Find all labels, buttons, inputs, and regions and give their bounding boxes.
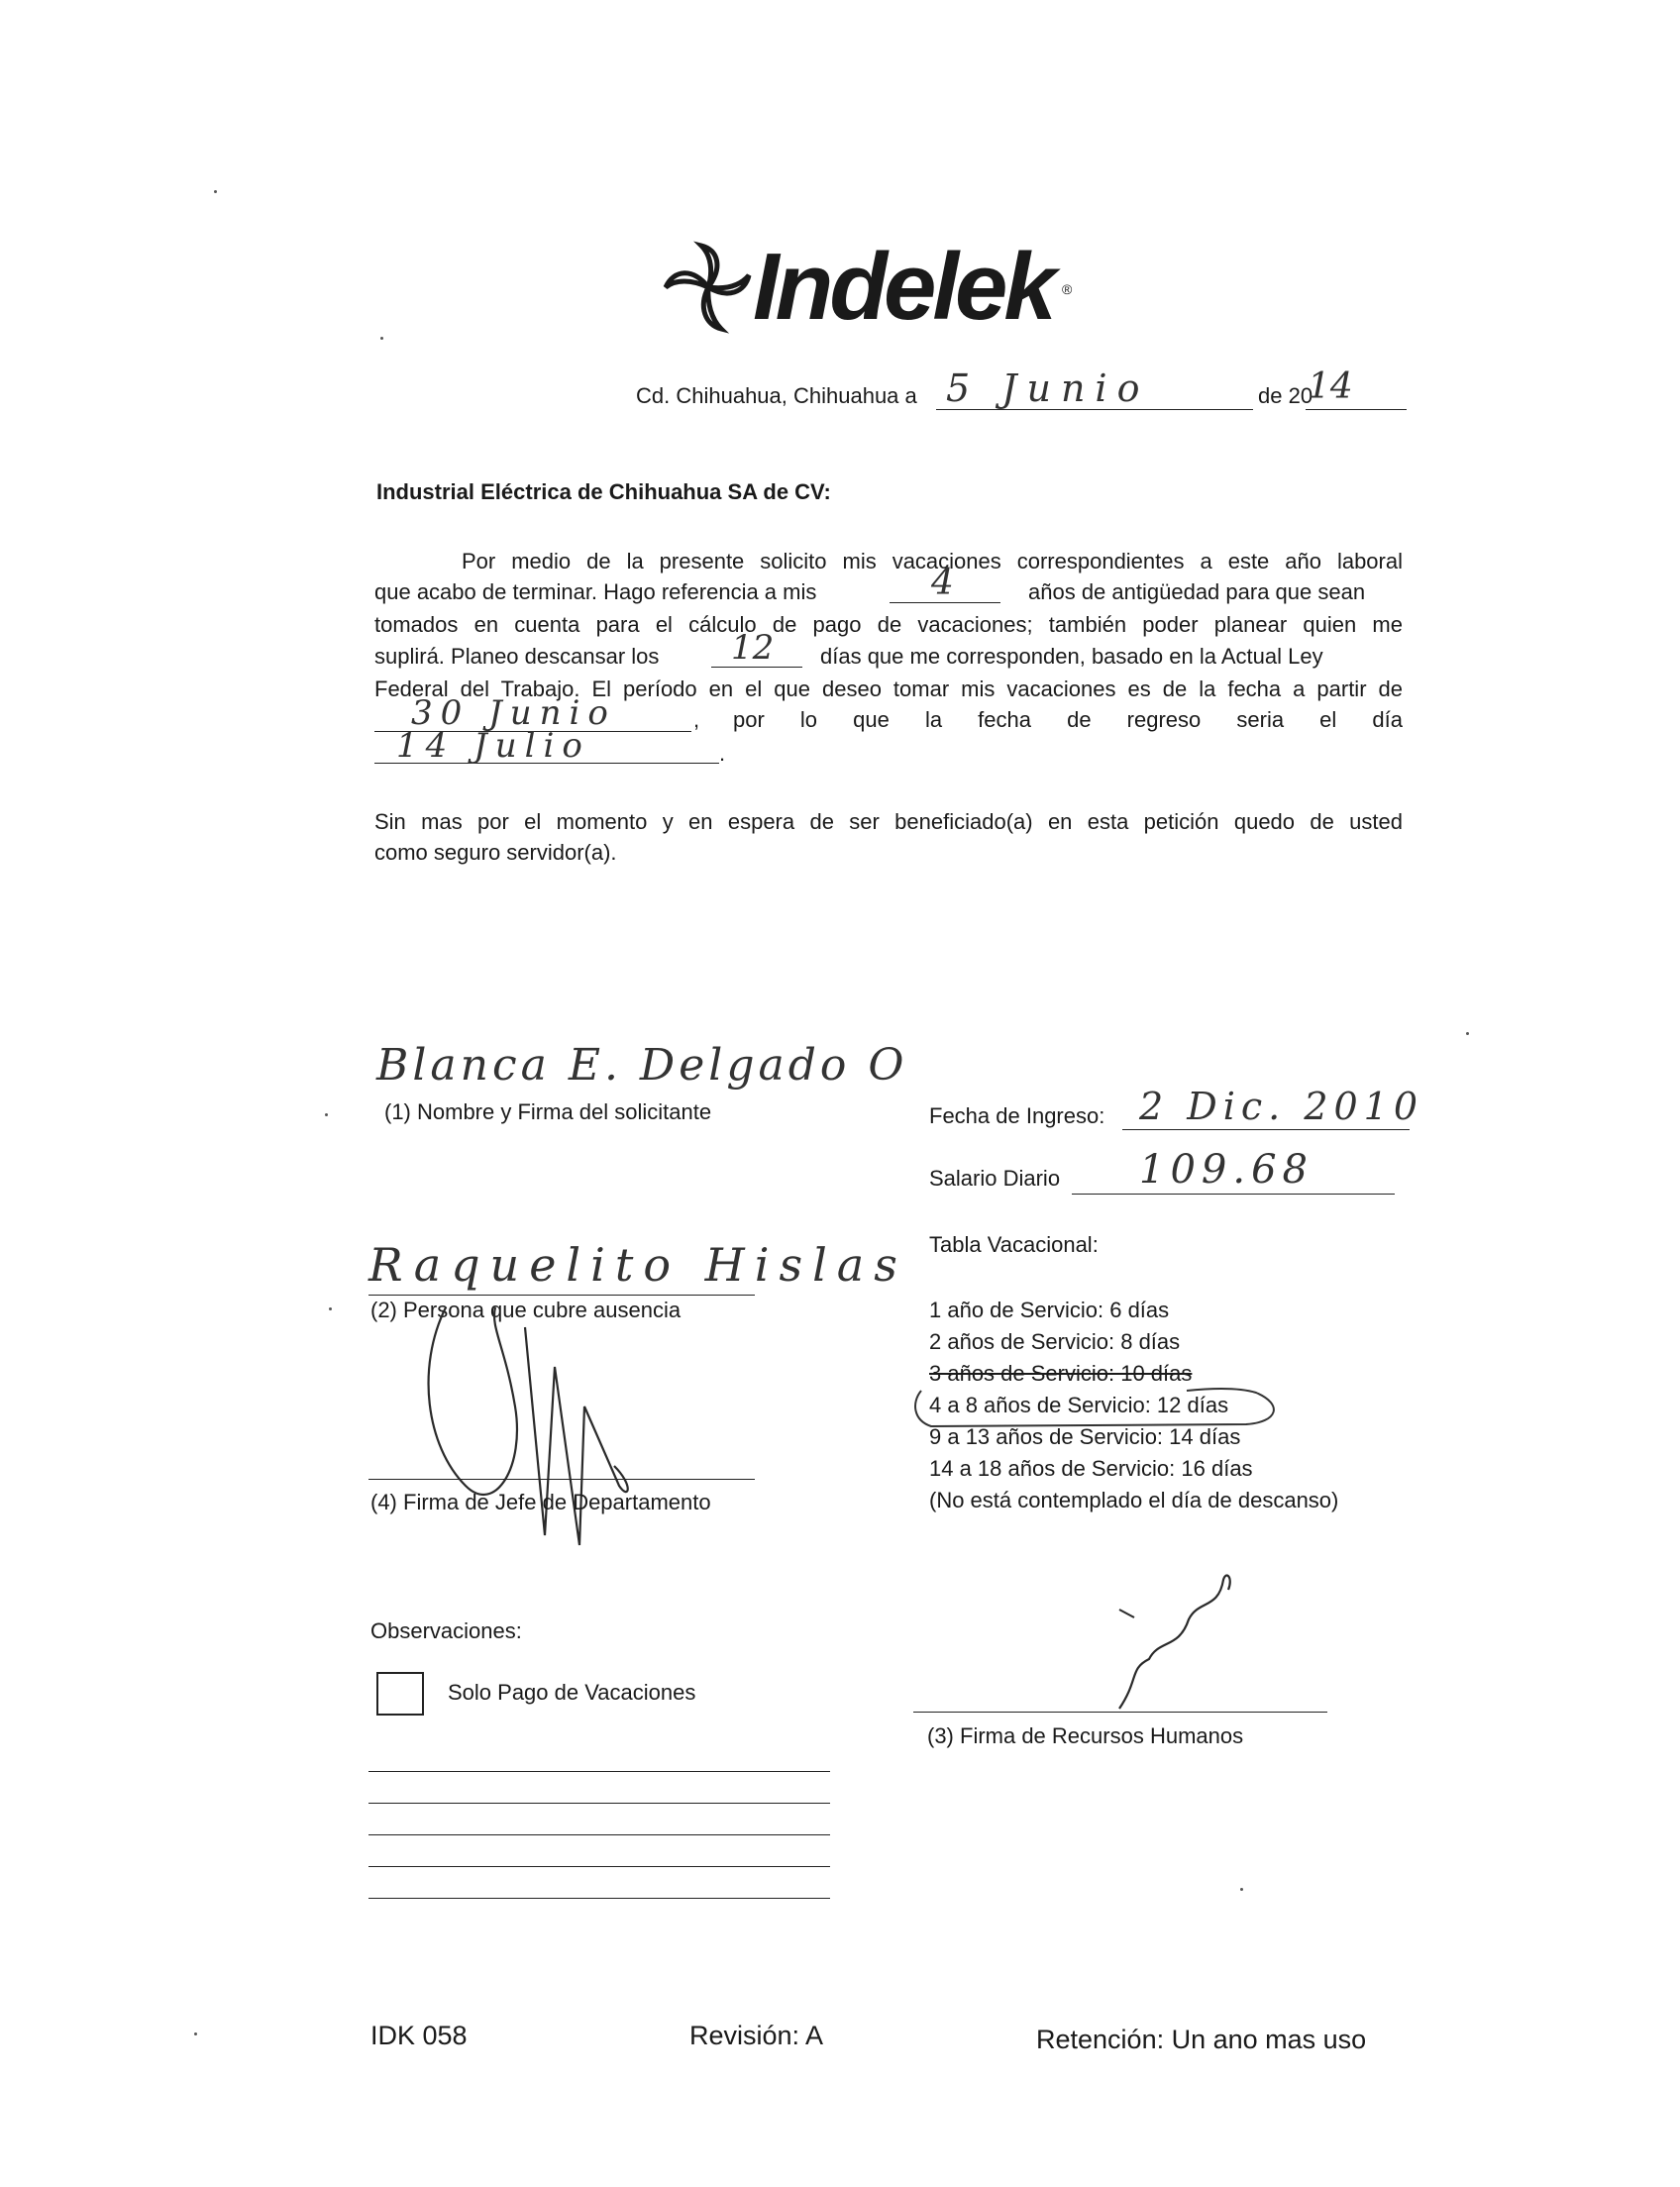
tabla-row: 9 a 13 años de Servicio: 14 días	[929, 1424, 1241, 1449]
scan-speck	[329, 1307, 332, 1310]
date-handwritten: 5 Junio	[946, 366, 1150, 410]
tabla-title: Tabla Vacacional:	[929, 1232, 1099, 1257]
observaciones-line-2[interactable]	[368, 1803, 830, 1804]
scan-speck	[214, 190, 217, 193]
recipient: Industrial Eléctrica de Chihuahua SA de CV:	[376, 479, 831, 504]
dept-signature-scribble	[406, 1288, 664, 1585]
ingreso-underline	[1122, 1129, 1410, 1130]
observaciones-line-3[interactable]	[368, 1834, 830, 1835]
body-line-3: tomados en cuenta para el cálculo de pago de vacaciones; también poder planear quien me	[374, 612, 1403, 637]
period: .	[719, 741, 726, 766]
year-prefix: de 20	[1258, 383, 1313, 408]
body-line-2b: años de antigüedad para que sean	[1028, 579, 1366, 604]
cover-signature: Raquelito Hislas	[368, 1238, 907, 1292]
body-line-6: por lo que la fecha de regreso seria el día	[733, 707, 1403, 732]
return-date-handwritten: 14 Julio	[396, 726, 590, 766]
tabla-row-struck: 3 años de Servicio: 10 días	[929, 1361, 1193, 1386]
body-line-4a: suplirá. Planeo descansar los	[374, 644, 660, 669]
scan-speck	[194, 2032, 197, 2035]
year-underline	[1306, 409, 1407, 410]
start-date-handwritten: 30 Junio	[411, 693, 616, 733]
dept-label: (4) Firma de Jefe de Departamento	[370, 1490, 711, 1514]
scan-speck	[325, 1113, 328, 1116]
ingreso-handwritten: 2 Dic. 2010	[1139, 1085, 1424, 1128]
year-handwritten: 14	[1308, 366, 1353, 407]
dept-underline	[368, 1479, 755, 1480]
closing-line-2: como seguro servidor(a).	[374, 840, 617, 865]
scan-speck	[1240, 1888, 1243, 1891]
days-handwritten: 12	[731, 628, 775, 668]
body-line-2a: que acabo de terminar. Hago referencia a mis	[374, 579, 817, 604]
salario-label: Salario Diario	[929, 1166, 1061, 1191]
footer-retention: Retención: Un ano mas uso	[1036, 2025, 1367, 2054]
comma: ,	[693, 707, 700, 732]
scan-speck	[1466, 1032, 1469, 1035]
solo-pago-label: Solo Pago de Vacaciones	[448, 1680, 696, 1705]
place-prefix: Cd. Chihuahua, Chihuahua a	[636, 383, 917, 408]
closing-line-1: Sin mas por el momento y en espera de ser beneficiado(a) en esta petición quedo de usted	[374, 809, 1403, 834]
hr-label: (3) Firma de Recursos Humanos	[927, 1723, 1244, 1748]
cover-label: (2) Persona que cubre ausencia	[370, 1298, 682, 1322]
registered-mark: ®	[1062, 281, 1073, 297]
tabla-note: (No está contemplado el día de descanso)	[929, 1488, 1339, 1512]
pinwheel-logo-icon	[654, 238, 763, 337]
hr-signature-scribble	[1100, 1560, 1248, 1728]
body-line-4b: días que me corresponden, basado en la Actual Ley	[820, 644, 1323, 669]
applicant-signature: Blanca E. Delgado O	[376, 1040, 908, 1091]
salario-underline	[1072, 1194, 1395, 1195]
footer-code: IDK 058	[370, 2021, 468, 2050]
hr-underline	[913, 1712, 1327, 1713]
tabla-row: 14 a 18 años de Servicio: 16 días	[929, 1456, 1253, 1481]
observaciones-label: Observaciones:	[370, 1618, 522, 1643]
observaciones-line-1[interactable]	[368, 1771, 830, 1772]
solo-pago-checkbox[interactable]	[376, 1672, 424, 1716]
footer-revision: Revisión: A	[689, 2021, 824, 2050]
years-handwritten: 4	[931, 563, 954, 603]
observaciones-line-4[interactable]	[368, 1866, 830, 1867]
body-line-1: Por medio de la presente solicito mis vacaciones correspondientes a este año laboral	[462, 549, 1403, 573]
tabla-row: 2 años de Servicio: 8 días	[929, 1329, 1181, 1354]
salario-handwritten: 109.68	[1139, 1147, 1313, 1193]
applicant-label: (1) Nombre y Firma del solicitante	[384, 1099, 712, 1124]
body-line-5: Federal del Trabajo. El período en el que deseo tomar mis vacaciones es de la fecha a partir de	[374, 677, 1403, 701]
company-logo	[654, 234, 1090, 347]
scan-speck	[380, 337, 383, 340]
ingreso-label: Fecha de Ingreso:	[929, 1103, 1105, 1128]
observaciones-line-5[interactable]	[368, 1898, 830, 1899]
tabla-row-selected: 4 a 8 años de Servicio: 12 días	[929, 1393, 1229, 1417]
logo-wordmark: Indelek	[753, 234, 1053, 340]
tabla-row: 1 año de Servicio: 6 días	[929, 1298, 1170, 1322]
